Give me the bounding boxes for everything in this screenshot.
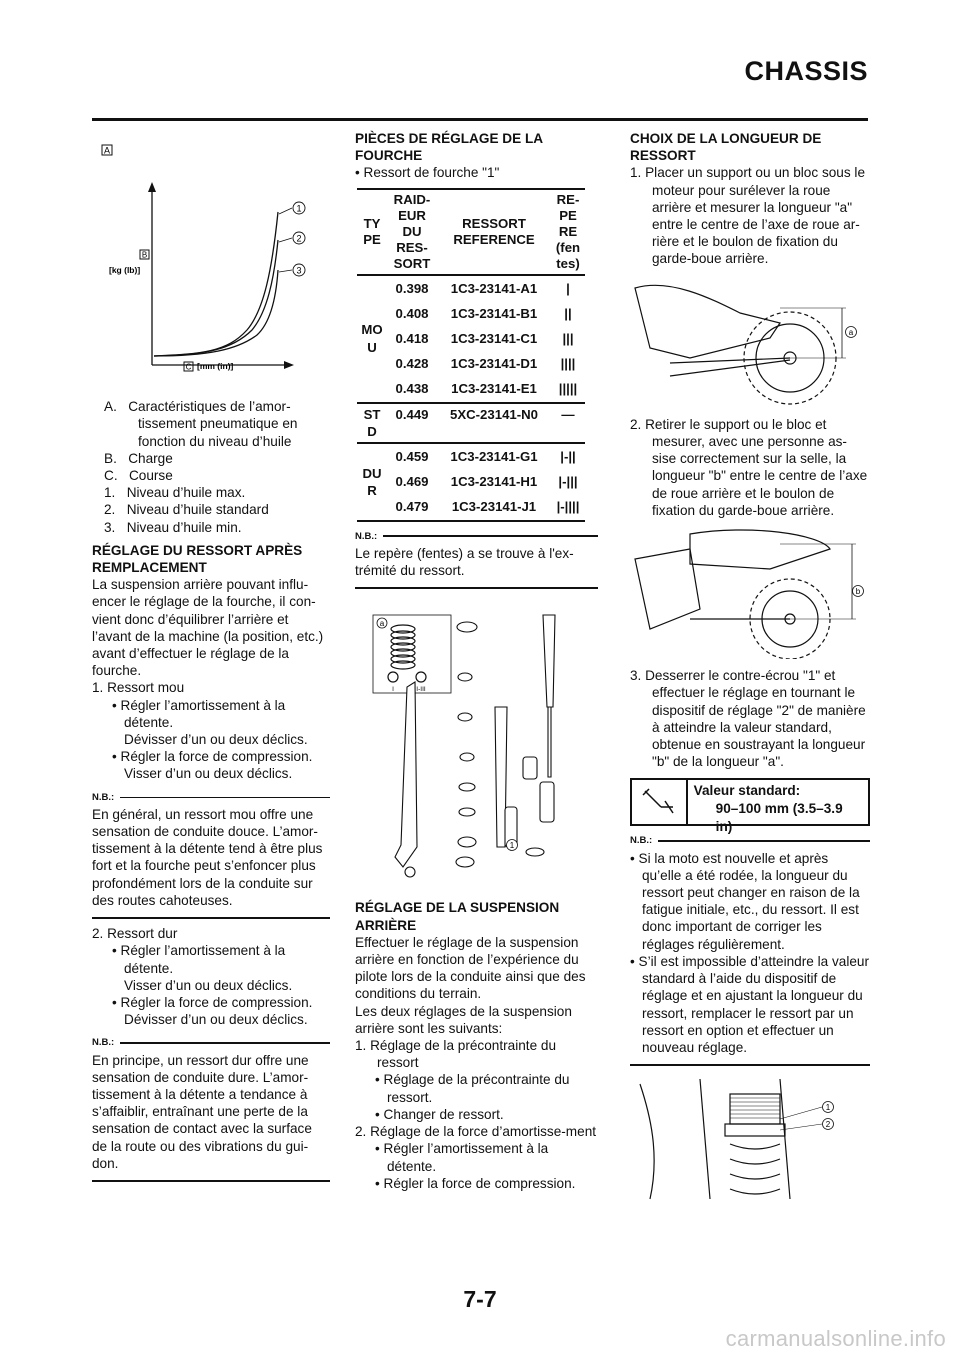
wrench-caliper-icon: [632, 780, 688, 824]
callout-3: 3: [296, 265, 302, 276]
cell: 1C3-23141-H1: [450, 474, 538, 490]
cell: 1C3-23141-C1: [450, 331, 538, 347]
standard-value-box: [630, 778, 870, 835]
table-row: [357, 351, 585, 376]
label-c: C: [185, 362, 192, 372]
table-row: [357, 469, 585, 494]
column-2: [355, 130, 598, 1192]
legend-item: B. Charge: [104, 450, 173, 466]
fig-callout-1: 1: [825, 1103, 831, 1113]
paragraph: Effectuer le réglage de la suspension arrière en fonction de l’expérience du pilote lors de la conduite ainsi que des conditions du terrain.: [355, 934, 586, 1002]
cell: ||||: [560, 356, 576, 372]
fig-label-b: b: [855, 587, 861, 597]
cell: 0.438: [395, 381, 429, 397]
cell: 1C3-23141-B1: [450, 305, 538, 321]
note-label: N.B.:: [355, 528, 598, 545]
cell: |-||||: [556, 499, 580, 515]
bullet-item: • Réglage de la précontrainte du ressort.: [375, 1072, 570, 1105]
section-heading: CHOIX DE LA LONGUEUR DE RESSORT: [630, 131, 822, 164]
cell: |: [551, 275, 585, 301]
cell: 0.408: [395, 305, 429, 321]
fig-label-a: a: [379, 619, 385, 629]
cell: |-||: [551, 443, 585, 469]
bullet-item: • Régler la force de compression.: [112, 994, 313, 1010]
section-heading: PIÈCES DE RÉGLAGE DE LA FOURCHE: [355, 131, 543, 164]
list-item: 1. Réglage de la précontrainte du ressort: [355, 1038, 557, 1071]
paragraph: La suspension arrière pouvant influ-encer le réglage de la fourche, il con-vient donc d’équilibrer l’arrière et l’avant de la machine (la position, etc.) avant d’effectuer le réglage de la fourche.: [92, 577, 324, 679]
bullet-item: • Régler l’amortissement à la détente.: [112, 943, 286, 976]
cell-type: MO U: [357, 275, 387, 403]
th-stiffness: RAID-EUR DU RES-SORT: [387, 189, 437, 275]
header-rule: [92, 118, 868, 121]
list-item: 2. Ressort dur: [92, 926, 178, 942]
cell: 0.418: [395, 331, 429, 347]
x-arrow: [284, 361, 294, 369]
note-block: [630, 832, 870, 1066]
step-item: 2. Retirer le support ou le bloc et mesurer, avec une personne as-sise correctement sur la selle, la longueur "b" entre le centre de l’axe de roue arrière et le boulon de fixation du garde-boue arrière.: [630, 416, 868, 518]
page-number: 7-7: [463, 1286, 497, 1312]
cell: 1C3-23141-A1: [437, 275, 551, 301]
cell: ||: [564, 305, 572, 321]
th-mark: RE-PE RE (fen tes): [551, 189, 585, 275]
callout-2: 2: [296, 233, 302, 244]
table-row: [357, 376, 585, 402]
bullet-cont: Dévisser d’un ou deux déclics.: [124, 732, 308, 748]
label-b: B: [141, 250, 148, 260]
bullet-item: • Régler la force de compression.: [112, 749, 313, 765]
cell: 0.449: [387, 403, 437, 443]
curve-1: [154, 212, 278, 356]
legend-item-cont: fonction du niveau d’huile: [138, 433, 292, 449]
fig-label-i: I: [392, 686, 394, 694]
bullet-item: • Ressort de fourche "1": [355, 165, 500, 181]
bullet-cont: Visser d’un ou deux déclics.: [124, 977, 293, 993]
cell: 0.398: [387, 275, 437, 301]
page-title: CHASSIS: [744, 56, 868, 86]
column-1: [92, 130, 330, 1188]
table-row: [357, 403, 585, 443]
fig-callout-1: 1: [509, 841, 515, 851]
bullet-item: • Changer de ressort.: [375, 1106, 504, 1122]
legend-item: A. Caractéristiques de l’amor-: [104, 399, 291, 415]
label-a: A: [103, 145, 111, 156]
legend-item: 3. Niveau d’huile min.: [104, 519, 242, 535]
note-block: [92, 1034, 330, 1182]
step-item: 3. Desserrer le contre-écrou "1" et effectuer le réglage en tournant le dispositif de réglage "2" de manière à atteindre la valeur standard, obtenue en soustrayant la longueur "b" de la longueur "a".: [630, 668, 866, 770]
curve-2: [154, 240, 278, 356]
curve-3: [154, 270, 278, 356]
y-arrow: [148, 182, 156, 192]
note-label: N.B.:: [92, 1034, 330, 1051]
legend-item: 2. Niveau d’huile standard: [104, 502, 269, 518]
note-block: [92, 789, 330, 919]
th-reference: RESSORT REFERENCE: [437, 189, 551, 275]
cell-type: ST D: [357, 403, 387, 443]
note-text: En général, un ressort mou offre une sensation de conduite douce. L’amor-tissement à la détente tend à être plus fort et la fourche peut s’enfoncer plus profondément lors de la conduite sur des routes cahoteuses.: [92, 806, 323, 908]
table-row: [357, 326, 585, 351]
fork-parts-illustration: [355, 607, 598, 889]
note-text: En principe, un ressort dur offre une sensation de conduite dure. L’amor-tissement à la détente a tendance à s’affaiblir, entraînant une perte de la sensation de contact avec la surface de la route ou des vibrations du gui-don.: [92, 1052, 312, 1171]
oil-level-graph: [92, 130, 330, 380]
cell: 1C3-23141-G1: [437, 443, 551, 469]
bullet-item: • Régler la force de compression.: [375, 1175, 576, 1191]
shock-absorber-figure: [630, 1074, 870, 1204]
bullet-item: • Régler l’amortissement à la détente.: [375, 1141, 549, 1174]
fig-label-iii: I-III: [416, 686, 426, 694]
bullet-cont: Visser d’un ou deux déclics.: [124, 766, 293, 782]
bullet-item: • Régler l’amortissement à la détente.: [112, 697, 286, 730]
legend-item-cont: tissement pneumatique en: [138, 416, 298, 432]
cell: |||: [562, 331, 574, 347]
cell: 0.428: [395, 356, 429, 372]
table-row: [357, 494, 585, 520]
paragraph: Les deux réglages de la suspension arrière sont les suivants:: [355, 1003, 572, 1036]
table-row: [357, 443, 585, 469]
cell: 0.459: [387, 443, 437, 469]
cell: 0.479: [395, 499, 429, 515]
note-block: [355, 528, 598, 590]
note-label: N.B.:: [92, 789, 330, 806]
list-item: 1. Ressort mou: [92, 680, 185, 696]
section-heading: RÉGLAGE DE LA SUSPENSION ARRIÈRE: [355, 900, 560, 933]
cell-type: DU R: [357, 443, 387, 521]
th-type: TY PE: [357, 189, 387, 275]
cell: 1C3-23141-E1: [451, 381, 537, 397]
table-row: [357, 301, 585, 326]
note-label: N.B.:: [630, 832, 870, 849]
cell: 1C3-23141-D1: [450, 356, 538, 372]
legend-item: 1. Niveau d’huile max.: [104, 485, 246, 501]
list-item: 2. Réglage de la force d’amortisse-ment: [355, 1124, 597, 1140]
standard-value-label: Valeur standard:: [693, 783, 801, 799]
table-row: [357, 275, 585, 301]
section-heading: RÉGLAGE DU RESSORT APRÈS REMPLACEMENT: [92, 542, 303, 576]
standard-value: 90–100 mm (3.5–3.9 in): [715, 801, 843, 835]
fig-callout-2: 2: [825, 1120, 831, 1130]
rear-wheel-figure-b: [630, 519, 870, 659]
cell: 0.469: [395, 474, 429, 490]
cell: 5XC-23141-N0: [437, 403, 551, 443]
cell: |||||: [558, 381, 578, 397]
cell: 1C3-23141-J1: [451, 499, 537, 515]
rear-wheel-figure-a: [630, 268, 870, 408]
note-bullet: • S’il est impossible d’atteindre la valeur standard à l’aide du dispositif de réglage et en ajustant la longueur du ressort, remplacer le ressort par un ressort en option et effectuer un nouveau réglage.: [630, 953, 869, 1055]
y-axis-label: [kg (lb)]: [109, 265, 141, 275]
step-item: 1. Placer un support ou un bloc sous le moteur pour surélever la roue arrière et mesurer la longueur "a" entre le centre de l’axe de roue ar-rière et le boulon de fixation du garde-boue arrière.: [630, 165, 866, 267]
graph-legend: [92, 398, 330, 536]
note-bullet: • Si la moto est nouvelle et après qu’elle a été rodée, la longueur du ressort peut changer en raison de la fatigue initiale, etc., du ressort. Il est donc important de corriger les réglages régulièrement.: [630, 850, 860, 952]
x-axis-label: [mm (in)]: [197, 361, 234, 371]
legend-item: C. Course: [104, 468, 173, 484]
table-header-row: [357, 189, 585, 275]
note-text: Le repère (fentes) a se trouve à l'ex-trémité du ressort.: [355, 545, 574, 579]
cell: |-|||: [558, 474, 578, 490]
fig-label-a: a: [848, 327, 854, 337]
bullet-cont: Dévisser d’un ou deux déclics.: [124, 1012, 308, 1028]
callout-1: 1: [296, 203, 302, 214]
fork-spring-table: [357, 188, 585, 522]
column-3: [630, 130, 870, 1208]
watermark: carmanualsonline.info: [725, 1326, 946, 1351]
cell: —: [551, 403, 585, 443]
